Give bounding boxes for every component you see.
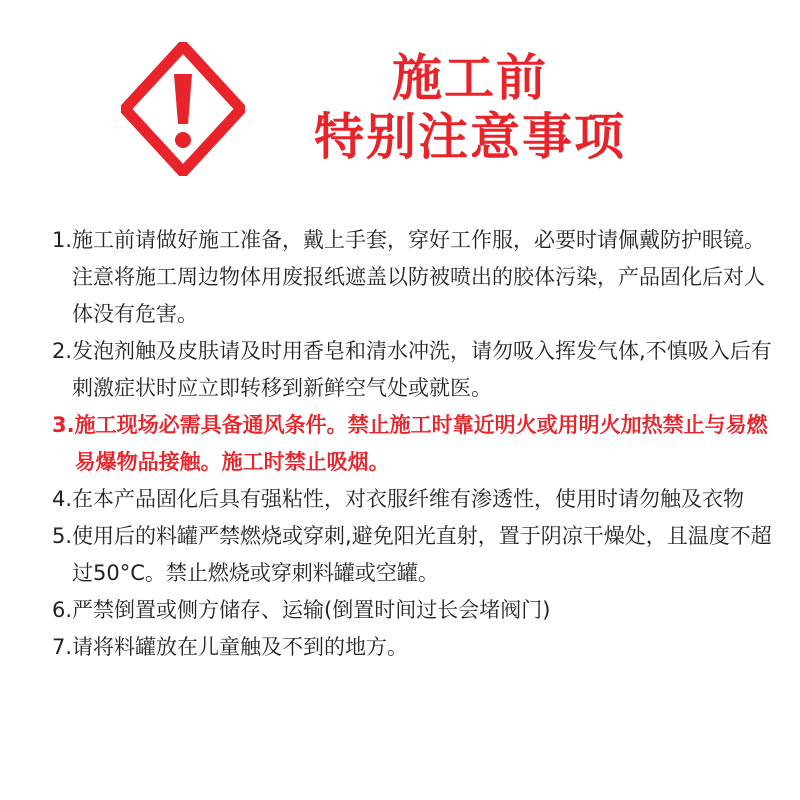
note-text: 在本产品固化后具有强粘性，对衣服纤维有渗透性，使用时请勿触及衣物 <box>72 487 745 511</box>
note-text: 请将料罐放在儿童触及不到的地方。 <box>72 635 409 659</box>
note-item-6 <box>52 592 782 629</box>
page-title-line2: 特别注意事项 <box>314 108 626 166</box>
note-item-5 <box>52 518 782 592</box>
note-text: 发泡剂触及皮肤请及时用香皂和清水冲洗，请勿吸入挥发气体,不慎吸入后有刺激症状时应立即转移到新鲜空气处或就医。 <box>72 339 772 400</box>
note-text: 施工前请做好施工准备，戴上手套，穿好工作服，必要时请佩戴防护眼镜。注意将施工周边物体用废报纸遮盖以防被喷出的胶体污染，产品固化后对人体没有危害。 <box>72 228 766 326</box>
note-item-7 <box>52 629 782 666</box>
note-number: 4. <box>52 487 73 511</box>
note-item-1 <box>52 222 782 333</box>
note-number: 2. <box>52 339 73 363</box>
note-text: 严禁倒置或侧方储存、运输(倒置时间过长会堵阀门) <box>72 598 551 622</box>
note-text: 使用后的料罐严禁燃烧或穿刺,避免阳光直射，置于阴凉干燥处，且温度不超过50°C。禁止燃烧或穿刺料罐或空罐。 <box>72 524 772 585</box>
note-number: 1. <box>52 228 73 252</box>
note-number: 3. <box>52 413 75 437</box>
note-number: 6. <box>52 598 73 622</box>
notes-list <box>52 222 782 666</box>
note-number: 7. <box>52 635 73 659</box>
page-title-line1: 施工前 <box>392 49 548 107</box>
note-item-3-highlight <box>52 407 782 481</box>
note-item-4 <box>52 481 782 518</box>
note-number: 5. <box>52 524 73 548</box>
note-text: 施工现场必需具备通风条件。禁止施工时靠近明火或用明火加热禁止与易燃易爆物品接触。施工时禁止吸烟。 <box>74 413 768 474</box>
note-item-2 <box>52 333 782 407</box>
title-block <box>280 50 660 168</box>
warning-exclamation-diamond-icon <box>121 42 245 176</box>
